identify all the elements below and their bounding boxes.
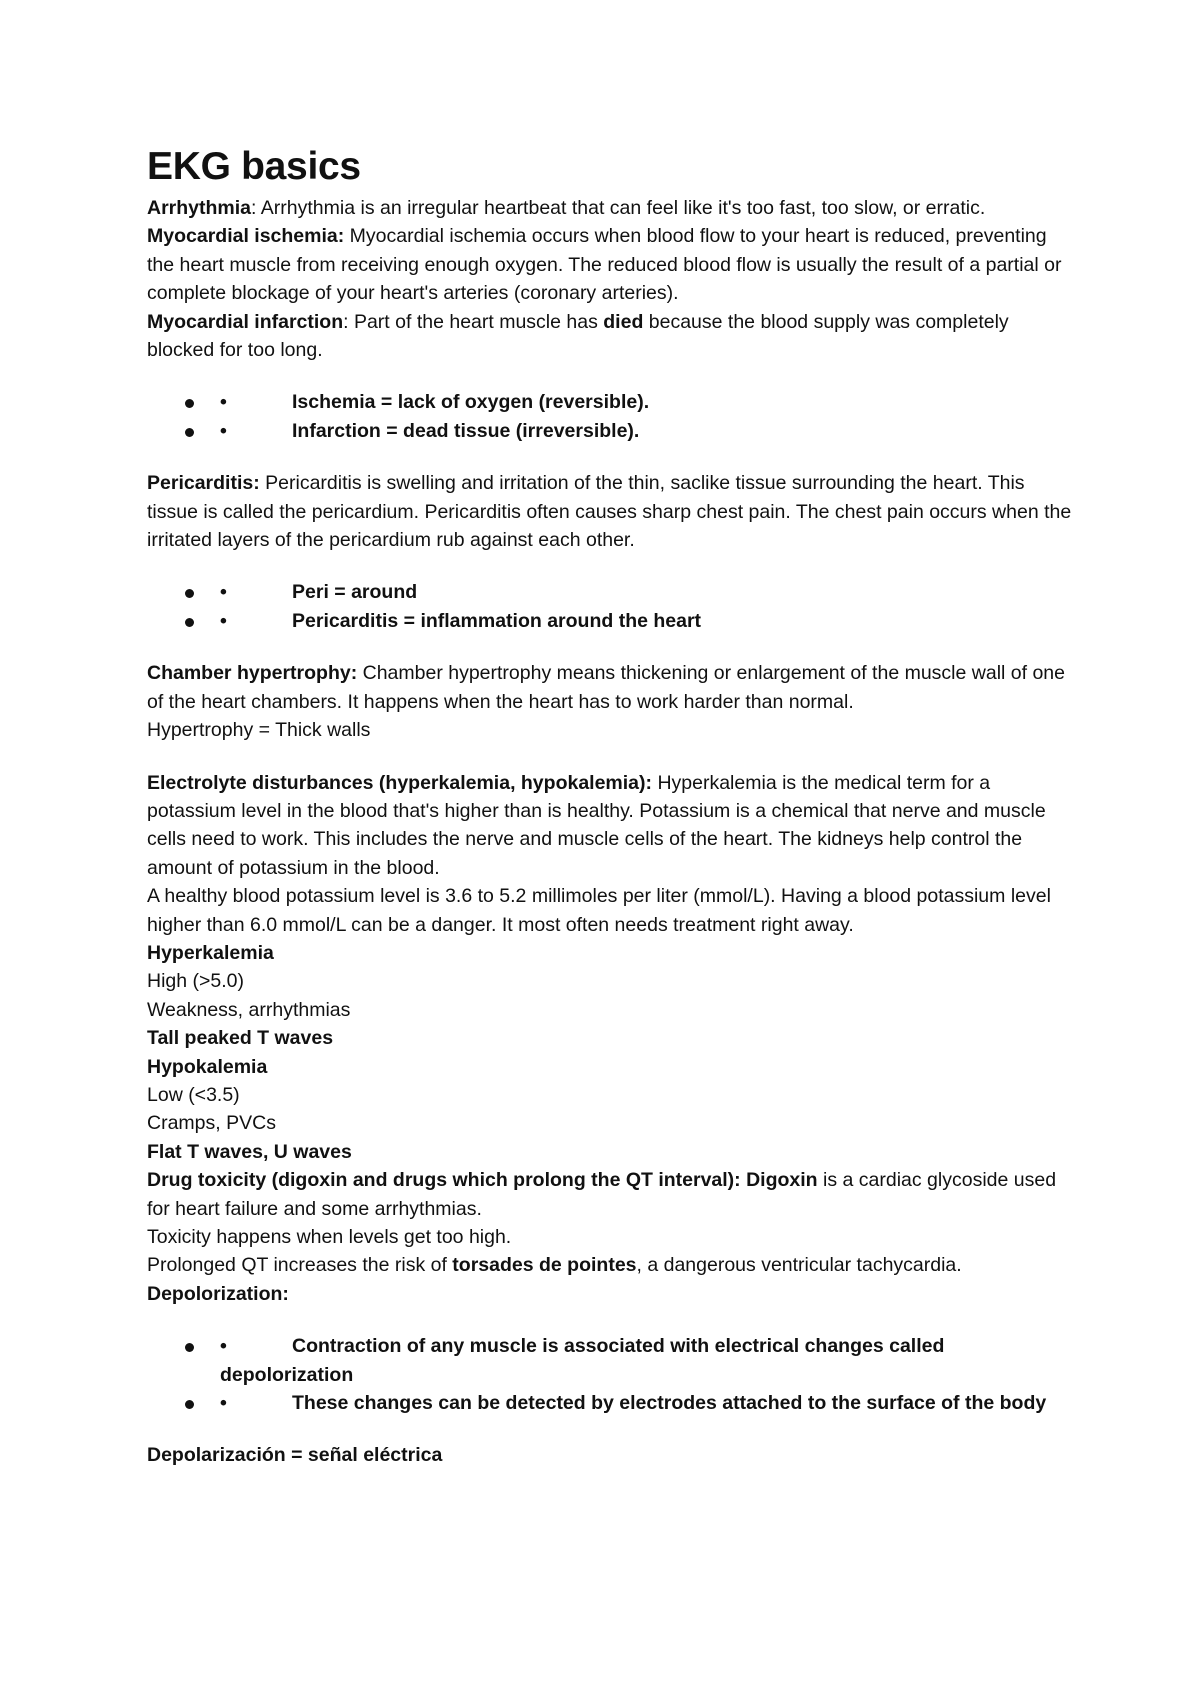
hypokalemia-heading-text: Hypokalemia [147, 1055, 268, 1078]
depolorization-heading-text: Depolorization: [147, 1282, 289, 1305]
arrhythmia-paragraph [147, 194, 1077, 222]
electrolyte-paragraph [147, 769, 1077, 883]
drug-paragraph [147, 1166, 1077, 1223]
infarction-paragraph [147, 308, 1077, 365]
infarction-text-a: : Part of the heart muscle has [343, 310, 604, 333]
depolorization-bullet-list [147, 1332, 1077, 1417]
bullet-text: Peri = around [292, 581, 418, 604]
ischemia-text: Myocardial ischemia occurs when blood flow to your heart is reduced, preventing the heart muscle from receiving enough oxygen. The reduced blood flow is usually the result of a partial or complete blockage of your heart's arteries (coronary arteries). [147, 225, 1062, 305]
bullet-text: Ischemia = lack of oxygen (reversible). [292, 391, 650, 414]
arrhythmia-text: : Arrhythmia is an irregular heartbeat that can feel like it's too fast, too slow, or erratic. [251, 197, 986, 219]
ischemia-bullet-list [147, 388, 1077, 445]
pericarditis-term: Pericarditis: [147, 472, 260, 495]
drug-line-text-b: , a dangerous ventricular tachycardia. [636, 1254, 962, 1277]
hypertrophy-line: Hypertrophy = Thick walls [147, 719, 371, 742]
hypokalemia-line-bold: Flat T waves, U waves [147, 1140, 352, 1163]
hypertrophy-text: Chamber hypertrophy means thickening or enlargement of the muscle wall of one of the heart chambers. It happens when the heart has to work harder than normal. [147, 662, 1065, 713]
list-item [147, 578, 1077, 606]
ischemia-paragraph [147, 222, 1077, 307]
infarction-term: Myocardial infarction [147, 310, 344, 333]
depolorization-heading [147, 1280, 1077, 1308]
document-content [147, 142, 1077, 1470]
hyperkalemia-line [147, 1024, 1077, 1052]
drug-text: is a cardiac glycoside used for heart failure and some arrhythmias. [147, 1169, 1057, 1220]
hypokalemia-line: Cramps, PVCs [147, 1112, 276, 1135]
hypokalemia-heading [147, 1053, 1077, 1081]
bullet-dot-icon [185, 589, 194, 598]
bullet-text-first: Contraction of any muscle is associated with electrical changes called [292, 1335, 945, 1358]
electrolyte-term: Electrolyte disturbances (hyperkalemia, hypokalemia): [147, 771, 653, 794]
bullet-marker: • [220, 581, 227, 604]
bullet-dot-icon [185, 618, 194, 627]
bullet-marker: • [220, 391, 227, 414]
hyperkalemia-line: Weakness, arrhythmias [147, 998, 351, 1021]
pericarditis-paragraph [147, 469, 1077, 554]
bullet-dot-icon [185, 1343, 194, 1352]
drug-line [147, 1251, 1077, 1279]
bullet-marker: • [220, 609, 227, 632]
arrhythmia-term: Arrhythmia [147, 197, 252, 219]
hypertrophy-paragraph [147, 659, 1077, 716]
spacer [147, 445, 1077, 469]
bullet-dot-icon [185, 399, 194, 408]
list-item [147, 417, 1077, 445]
drug-line-bold: torsades de pointes [452, 1254, 637, 1277]
list-item [147, 388, 1077, 416]
spacer [147, 1417, 1077, 1441]
hypertrophy-term: Chamber hypertrophy: [147, 662, 358, 685]
bullet-text: Infarction = dead tissue (irreversible). [292, 419, 640, 442]
infarction-bold: died [603, 310, 644, 333]
ischemia-term: Myocardial ischemia: [147, 225, 345, 248]
bullet-text-rest: depolorization [220, 1363, 354, 1386]
bullet-dot-icon [185, 428, 194, 437]
bullet-text [220, 1332, 1077, 1389]
bullet-text [220, 1389, 1077, 1417]
bullet-marker: • [220, 1335, 227, 1358]
bullet-dot-icon [185, 1400, 194, 1409]
bullet-text-first: These changes can be detected by electrodes attached to the surface of the [292, 1392, 995, 1415]
infarction-text-b: because the blood supply was completely blocked for too long. [147, 310, 1009, 362]
spacer [147, 635, 1077, 659]
drug-line-text-a: Prolonged QT increases the risk of [147, 1254, 453, 1277]
pericarditis-text: Pericarditis is swelling and irritation of the thin, saclike tissue surrounding the heart. This tissue is called the pericardium. Pericarditis often causes sharp chest pain. The chest pain occurs when the irritated layers of the pericardium rub against each other. [147, 472, 1072, 552]
spacer [147, 1308, 1077, 1332]
bullet-marker: • [220, 1392, 227, 1415]
spacer [147, 554, 1077, 578]
bullet-text-rest: body [999, 1392, 1047, 1415]
bullet-marker: • [220, 419, 227, 442]
pericarditis-bullet-list [147, 578, 1077, 635]
hyperkalemia-heading-text: Hyperkalemia [147, 941, 274, 964]
spacer [147, 745, 1077, 769]
hypokalemia-line: Low (<3.5) [147, 1083, 240, 1106]
drug-term: Drug toxicity (digoxin and drugs which prolong the QT interval): Digoxin [147, 1169, 818, 1192]
electrolyte-paragraph-2: A healthy blood potassium level is 3.6 to 5.2 millimoles per liter (mmol/L). Having a blood potassium level higher than 6.0 mmol/L can be a danger. It most often needs treatment right away. [147, 885, 1051, 936]
list-item [147, 1332, 1077, 1389]
bullet-text: Pericarditis = inflammation around the heart [292, 609, 702, 632]
closing-line-bold: Depolarización = señal eléctrica [147, 1444, 443, 1467]
drug-line: Toxicity happens when levels get too high. [147, 1226, 512, 1248]
list-item [147, 607, 1077, 635]
page-title: EKG basics [147, 145, 361, 188]
electrolyte-text: Hyperkalemia is the medical term for a potassium level in the blood that's higher than is healthy. Potassium is a chemical that nerve and muscle cells need to work. This includes the nerve and muscle cells of the heart. The kidneys help control the amount of potassium in the blood. [147, 771, 1046, 879]
closing-line [147, 1441, 1077, 1469]
hyperkalemia-heading [147, 939, 1077, 967]
hyperkalemia-line-bold: Tall peaked T waves [147, 1027, 334, 1050]
list-item [147, 1389, 1077, 1417]
hyperkalemia-line: High (>5.0) [147, 970, 245, 993]
spacer [147, 364, 1077, 388]
hypokalemia-line [147, 1138, 1077, 1166]
